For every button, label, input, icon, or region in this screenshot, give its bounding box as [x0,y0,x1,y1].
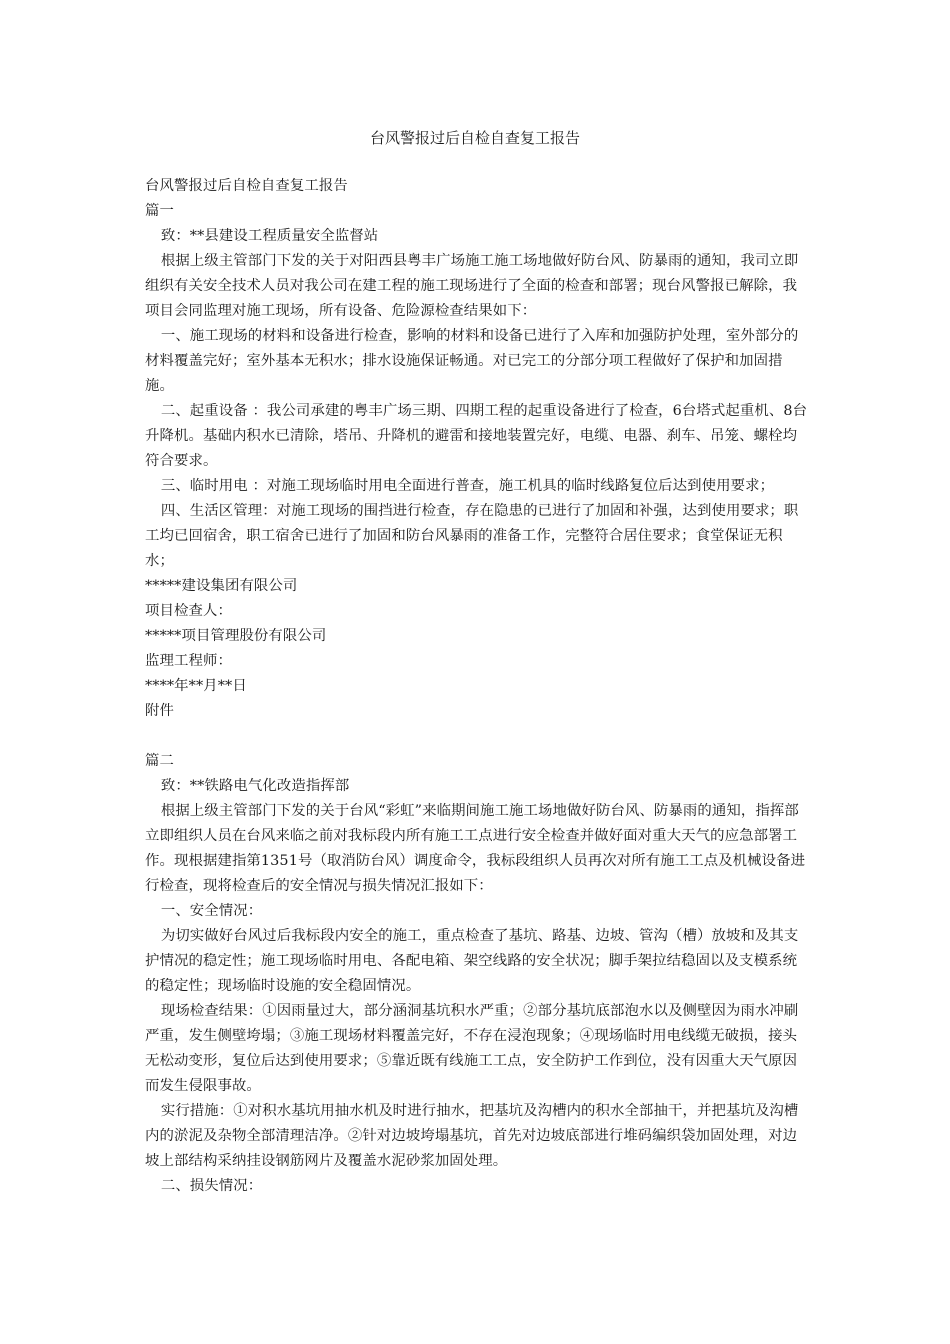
part1-supervisor: 监理工程师： [145,653,232,669]
part2-section1: 一、安全情况： [160,903,263,919]
part1-item3: 三、临时用电 ：对施工现场临时用电全面进行普查，施工机具的临时线路复位后达到使用要求； [160,478,775,494]
part1-company1: *****建设集团有限公司 [145,578,298,594]
document-title: 台风警报过后自检自查复工报告 [369,129,580,147]
part1-company2: *****项目管理股份有限公司 [145,628,327,644]
part2-heading: 篇二 [145,753,174,769]
part2-salutation: 致：**铁路电气化改造指挥部 [160,778,350,794]
part2-safety: 为切实做好台风过后我标段内安全的施工，重点检查了基坑、路基、边坡、管沟（槽）放坡和及其支护情况的稳定性；施工现场临时用电、各配电箱、架空线路的安全状况；脚手架拉结稳固以及支模系统的稳定性；现场临时设施的安全稳固情况。 [145,928,799,994]
part1-item4: 四、生活区管理：对施工现场的围挡进行检查，存在隐患的已进行了加固和补强，达到使用要求；职工均已回宿舍，职工宿舍已进行了加固和防台风暴雨的准备工作，完整符合居住要求；食堂保证无积水； [145,503,799,569]
part1-date: ****年**月**日 [145,678,247,694]
part1-heading: 篇一 [145,203,174,219]
part2-section2: 二、损失情况： [160,1178,263,1194]
part1-attachment: 附件 [145,703,174,719]
part2-measures: 实行措施：①对积水基坑用抽水机及时进行抽水，把基坑及沟槽内的积水全部抽干，并把基坑及沟槽内的淤泥及杂物全部清理洁净。②针对边坡垮塌基坑，首先对边坡底部进行堆码编织袋加固处理，对边坡上部结构采纳挂设钢筋网片及覆盖水泥砂浆加固处理。 [145,1103,799,1169]
part1-inspector: 项目检查人： [145,603,232,619]
document-body [145,174,809,1199]
part1-item1: 一、施工现场的材料和设备进行检查，影响的材料和设备已进行了入库和加强防护处理，室外部分的材料覆盖完好；室外基本无积水；排水设施保证畅通。对已完工的分部分项工程做好了保护和加固措施。 [145,328,799,394]
part1-salutation: 致：**县建设工程质量安全监督站 [160,228,379,244]
part1-intro: 根据上级主管部门下发的关于对阳西县粤丰广场施工施工场地做好防台风、防暴雨的通知，我司立即组织有关安全技术人员对我公司在建工程的施工现场进行了全面的检查和部署；现台风警报已解除，我项目会同监理对施工现场，所有设备、危险源检查结果如下： [145,253,799,319]
part2-intro: 根据上级主管部门下发的关于台风“彩虹”来临期间施工施工场地做好防台风、防暴雨的通知，指挥部立即组织人员在台风来临之前对我标段内所有施工工点进行安全检查并做好面对重大天气的应急部署工作。现根据建指第1351号（取消防台风）调度命令，我标段组织人员再次对所有施工工点及机械设备进行检查，现将检查后的安全情况与损失情况汇报如下： [145,803,806,894]
part1-item2: 二、起重设备 ：我公司承建的粤丰广场三期、四期工程的起重设备进行了检查，6台塔式起重机、8台升降机。基础内积水已清除，塔吊、升降机的避雷和接地装置完好，电缆、电器、刹车、吊笼、螺栓均符合要求。 [145,403,808,469]
document-subtitle: 台风警报过后自检自查复工报告 [145,178,348,194]
part2-results: 现场检查结果：①因雨量过大，部分涵洞基坑积水严重；②部分基坑底部泡水以及侧壁因为雨水冲刷严重，发生侧壁垮塌；③施工现场材料覆盖完好，不存在浸泡现象；④现场临时用电线缆无破损，接头无松动变形，复位后达到使用要求；⑤靠近既有线施工工点，安全防护工作到位，没有因重大天气原因而发生侵限事故。 [145,1003,799,1094]
